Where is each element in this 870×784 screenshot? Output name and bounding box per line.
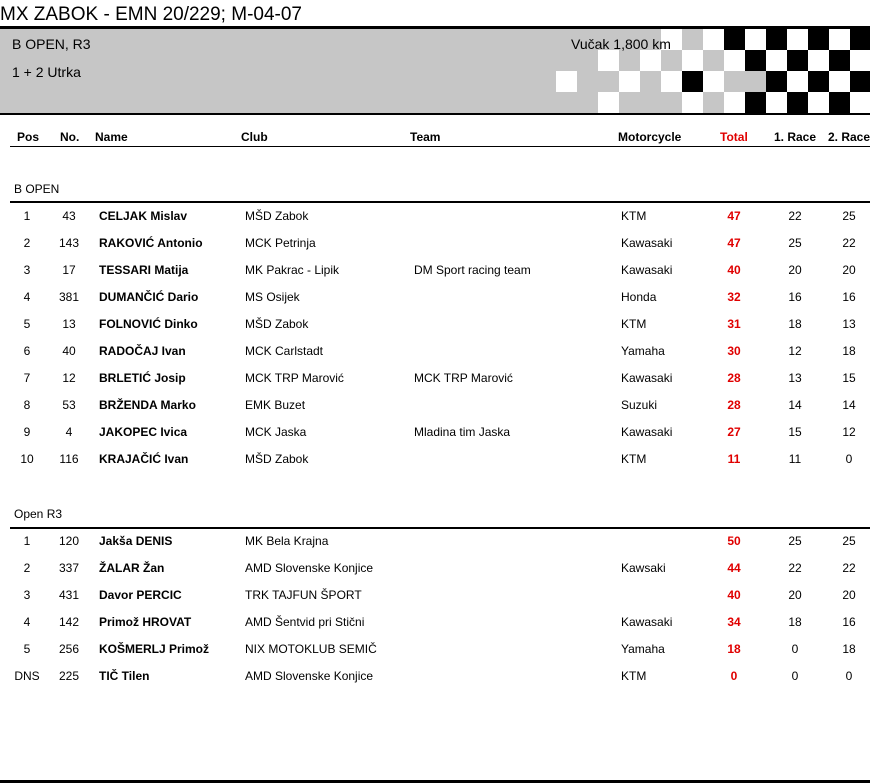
number-cell: 225 [58, 669, 80, 683]
pos-cell: 1 [23, 534, 31, 548]
race2-cell: 20 [842, 263, 856, 277]
col-header-total: Total [720, 130, 748, 144]
race1-cell: 20 [788, 263, 802, 277]
team-cell: DM Sport racing team [414, 263, 531, 277]
pos-cell: 2 [23, 236, 31, 250]
club-cell: MŠD Zabok [245, 209, 309, 223]
motorcycle-cell: Yamaha [621, 642, 665, 656]
number-cell: 17 [62, 263, 76, 277]
club-cell: MK Bela Krajna [245, 534, 329, 548]
total-cell: 44 [727, 561, 741, 575]
pos-cell: 4 [23, 615, 31, 629]
section-rule [10, 201, 870, 203]
col-header-name: Name [95, 130, 128, 144]
rider-name: JAKOPEC Ivica [99, 425, 188, 439]
club-cell: AMD Šentvid pri Stični [245, 615, 365, 629]
pos-cell: 7 [23, 371, 31, 385]
pos-cell: 9 [23, 425, 31, 439]
motorcycle-cell: Yamaha [621, 344, 665, 358]
club-cell: AMD Slovenske Konjice [245, 561, 374, 575]
total-cell: 28 [727, 398, 741, 412]
race-line: 1 + 2 Utrka [12, 64, 81, 80]
race1-cell: 0 [791, 669, 799, 683]
total-cell: 31 [727, 317, 741, 331]
rider-name: Davor PERCIC [99, 588, 182, 602]
section-rule [10, 527, 870, 529]
race1-cell: 0 [791, 642, 799, 656]
race2-cell: 0 [845, 452, 853, 466]
class-line: B OPEN, R3 [12, 36, 91, 52]
col-header-club: Club [241, 130, 268, 144]
number-cell: 43 [62, 209, 76, 223]
pos-cell: 8 [23, 398, 31, 412]
number-cell: 4 [65, 425, 73, 439]
pos-cell: DNS [14, 669, 40, 683]
motorcycle-cell: Kawsaki [621, 561, 666, 575]
race2-cell: 12 [842, 425, 856, 439]
total-cell: 30 [727, 344, 741, 358]
race2-cell: 20 [842, 588, 856, 602]
rider-name: FOLNOVIĆ Dinko [99, 317, 198, 331]
club-cell: TRK TAJFUN ŠPORT [245, 588, 362, 602]
pos-cell: 5 [23, 642, 31, 656]
document-title: MX ZABOK - EMN 20/229; M-04-07 [0, 4, 302, 25]
number-cell: 142 [58, 615, 80, 629]
total-cell: 0 [730, 669, 738, 683]
col-header-team: Team [410, 130, 441, 144]
rider-name: KOŠMERLJ Primož [99, 642, 210, 656]
pos-cell: 5 [23, 317, 31, 331]
footer-rule [0, 780, 870, 783]
race1-cell: 14 [788, 398, 802, 412]
motorcycle-cell: Kawasaki [621, 263, 673, 277]
club-cell: NIX MOTOKLUB SEMIČ [245, 642, 377, 656]
number-cell: 116 [59, 452, 79, 466]
number-cell: 12 [62, 371, 76, 385]
total-cell: 32 [727, 290, 741, 304]
rider-name: CELJAK Mislav [99, 209, 188, 223]
race2-cell: 25 [842, 209, 856, 223]
col-header-race2: 2. Race [828, 130, 870, 144]
race2-cell: 22 [842, 561, 856, 575]
club-cell: MCK Petrinja [245, 236, 316, 250]
rider-name: Primož HROVAT [99, 615, 192, 629]
race1-cell: 13 [788, 371, 802, 385]
total-cell: 28 [727, 371, 741, 385]
race2-cell: 16 [842, 290, 856, 304]
race2-cell: 13 [842, 317, 856, 331]
club-cell: AMD Slovenske Konjice [245, 669, 374, 683]
club-cell: MCK Jaska [245, 425, 307, 439]
rider-name: KRAJAČIĆ Ivan [99, 452, 189, 466]
motorcycle-cell: KTM [621, 209, 647, 223]
total-cell: 11 [727, 452, 741, 466]
race1-cell: 16 [788, 290, 802, 304]
section-label: B OPEN [14, 182, 60, 196]
club-cell: MCK TRP Marović [245, 371, 344, 385]
race1-cell: 20 [788, 588, 802, 602]
race1-cell: 11 [788, 452, 802, 466]
total-cell: 40 [727, 263, 741, 277]
race2-cell: 25 [842, 534, 856, 548]
total-cell: 50 [727, 534, 741, 548]
race1-cell: 18 [788, 317, 802, 331]
club-cell: MCK Carlstadt [245, 344, 324, 358]
race1-cell: 18 [788, 615, 802, 629]
motorcycle-cell: Kawasaki [621, 615, 673, 629]
club-cell: MK Pakrac - Lipik [245, 263, 340, 277]
checkered-flag-graphic [0, 29, 870, 113]
section-label: Open R3 [14, 507, 63, 521]
number-cell: 337 [58, 561, 80, 575]
header-band [0, 29, 870, 113]
race2-cell: 18 [842, 642, 856, 656]
club-cell: MŠD Zabok [245, 452, 309, 466]
rider-name: TESSARI Matija [99, 263, 189, 277]
number-cell: 40 [62, 344, 76, 358]
track-info: Vučak 1,800 km [571, 36, 671, 52]
motorcycle-cell: Kawasaki [621, 371, 673, 385]
rider-name: Jakša DENIS [99, 534, 173, 548]
number-cell: 381 [58, 290, 80, 304]
motorcycle-cell: KTM [621, 452, 647, 466]
number-cell: 256 [58, 642, 80, 656]
rider-name: BRŽENDA Marko [99, 398, 196, 412]
race2-cell: 14 [842, 398, 856, 412]
rider-name: RAKOVIĆ Antonio [99, 236, 203, 250]
race2-cell: 0 [845, 669, 853, 683]
total-cell: 40 [727, 588, 741, 602]
club-cell: EMK Buzet [245, 398, 306, 412]
number-cell: 143 [58, 236, 80, 250]
pos-cell: 10 [20, 452, 34, 466]
race1-cell: 22 [788, 209, 802, 223]
number-cell: 53 [62, 398, 76, 412]
pos-cell: 3 [23, 588, 31, 602]
rider-name: DUMANČIĆ Dario [99, 290, 199, 304]
rider-name: ŽALAR Žan [99, 561, 165, 575]
number-cell: 431 [58, 588, 80, 602]
total-cell: 27 [727, 425, 741, 439]
col-header-pos: Pos [17, 130, 40, 144]
pos-cell: 1 [23, 209, 31, 223]
column-header-rule [10, 146, 870, 147]
race2-cell: 15 [842, 371, 856, 385]
race1-cell: 12 [788, 344, 802, 358]
team-cell: MCK TRP Marović [414, 371, 513, 385]
race1-cell: 22 [788, 561, 802, 575]
race2-cell: 22 [842, 236, 856, 250]
total-cell: 47 [727, 236, 741, 250]
motorcycle-cell: KTM [621, 669, 647, 683]
header-band-rule [0, 113, 870, 115]
club-cell: MŠD Zabok [245, 317, 309, 331]
race1-cell: 25 [788, 236, 802, 250]
motorcycle-cell: Kawasaki [621, 425, 673, 439]
col-header-no: No. [60, 130, 80, 144]
pos-cell: 3 [23, 263, 31, 277]
motorcycle-cell: KTM [621, 317, 647, 331]
col-header-race1: 1. Race [774, 130, 817, 144]
motorcycle-cell: Suzuki [621, 398, 658, 412]
club-cell: MS Osijek [245, 290, 300, 304]
race2-cell: 16 [842, 615, 856, 629]
pos-cell: 4 [23, 290, 31, 304]
race2-cell: 18 [842, 344, 856, 358]
pos-cell: 2 [23, 561, 31, 575]
total-cell: 34 [727, 615, 741, 629]
motorcycle-cell: Honda [621, 290, 657, 304]
race1-cell: 25 [788, 534, 802, 548]
pos-cell: 6 [23, 344, 31, 358]
team-cell: Mladina tim Jaska [414, 425, 511, 439]
rider-name: RADOČAJ Ivan [99, 344, 186, 358]
col-header-motorcycle: Motorcycle [618, 130, 682, 144]
rider-name: BRLETIĆ Josip [99, 371, 186, 385]
motorcycle-cell: Kawasaki [621, 236, 673, 250]
total-cell: 18 [727, 642, 741, 656]
number-cell: 13 [62, 317, 76, 331]
rider-name: TIČ Tilen [99, 669, 150, 683]
race1-cell: 15 [788, 425, 802, 439]
number-cell: 120 [58, 534, 80, 548]
total-cell: 47 [727, 209, 741, 223]
